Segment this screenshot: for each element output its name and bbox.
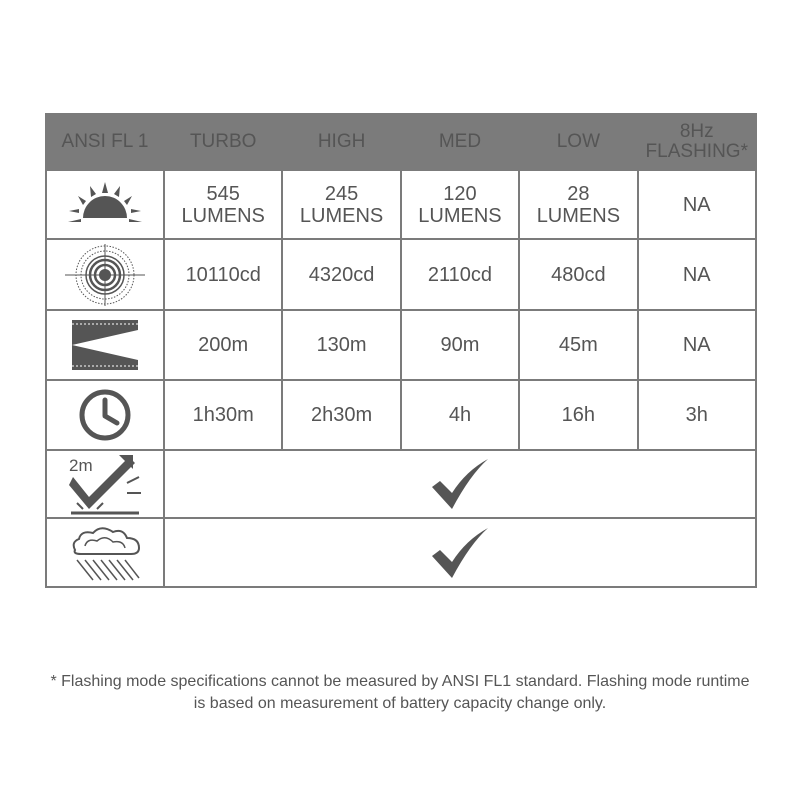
footnote-line-1: * Flashing mode specifications cannot be measured by ANSI FL1 standard. Flashing mode runtime: [50, 673, 750, 690]
cell-intensity-low: 480cd: [519, 239, 637, 310]
cell-distance-turbo: 200m: [164, 310, 282, 380]
row-icon-cell: [46, 310, 164, 380]
header-ansi: ANSI FL 1: [46, 114, 164, 170]
table-row-distance: [46, 310, 756, 380]
cell-output-flashing: NA: [638, 170, 756, 239]
table-row-runtime: [46, 380, 756, 450]
cell-unit: LUMENS: [299, 204, 384, 227]
row-icon-cell: [46, 239, 164, 310]
drop-height-label: 2m: [69, 456, 93, 475]
rain-cloud-icon: [67, 524, 143, 582]
cell-output-turbo: [164, 170, 282, 239]
table-row-intensity: [46, 239, 756, 310]
cell-value: 545: [206, 182, 240, 205]
beam-distance-icon: [70, 318, 140, 372]
cell-distance-flashing: NA: [638, 310, 756, 380]
footnote: [0, 671, 800, 715]
footnote-line-2: is based on measurement of battery capacity change only.: [193, 695, 607, 712]
cell-runtime-turbo: 1h30m: [164, 380, 282, 450]
cell-value: 28: [567, 182, 590, 205]
cell-intensity-high: 4320cd: [282, 239, 400, 310]
target-icon: [63, 244, 147, 306]
header-row: [46, 114, 756, 170]
table-row-light-output: [46, 170, 756, 239]
checkmark-icon: [430, 526, 490, 580]
cell-runtime-med: 4h: [401, 380, 519, 450]
cell-value: 245: [324, 182, 359, 205]
cell-distance-low: 45m: [519, 310, 637, 380]
row-icon-cell: [46, 380, 164, 450]
clock-icon: [77, 387, 133, 443]
table-row-water: [46, 518, 756, 587]
header-med: MED: [401, 114, 519, 170]
table-row-impact: [46, 450, 756, 518]
cell-intensity-med: 2110cd: [401, 239, 519, 310]
cell-output-low: [519, 170, 637, 239]
cell-unit: LUMENS: [181, 204, 265, 227]
header-low: LOW: [519, 114, 637, 170]
cell-output-high: [282, 170, 400, 239]
row-icon-cell: [46, 518, 164, 587]
sun-burst-icon: [65, 180, 145, 230]
cell-intensity-flashing: NA: [638, 239, 756, 310]
cell-water-all-modes: [164, 518, 756, 587]
cell-value: 120: [443, 182, 477, 205]
header-turbo: TURBO: [164, 114, 282, 170]
cell-output-med: [401, 170, 519, 239]
header-flashing-line1: 8Hz: [679, 121, 714, 142]
cell-runtime-high: 2h30m: [282, 380, 400, 450]
header-flashing: [638, 114, 756, 170]
cell-unit: LUMENS: [418, 204, 502, 227]
cell-impact-all-modes: [164, 450, 756, 518]
cell-intensity-turbo: 10110cd: [164, 239, 282, 310]
cell-unit: LUMENS: [536, 204, 621, 227]
row-icon-cell: [46, 450, 164, 518]
drop-test-icon: [67, 453, 143, 515]
cell-distance-high: 130m: [282, 310, 400, 380]
row-icon-cell: [46, 170, 164, 239]
spec-table: [45, 113, 757, 588]
checkmark-icon: [430, 457, 490, 511]
header-flashing-line2: FLASHING*: [645, 141, 748, 162]
cell-distance-med: 90m: [401, 310, 519, 380]
cell-runtime-low: 16h: [519, 380, 637, 450]
cell-runtime-flashing: 3h: [638, 380, 756, 450]
header-high: HIGH: [282, 114, 400, 170]
